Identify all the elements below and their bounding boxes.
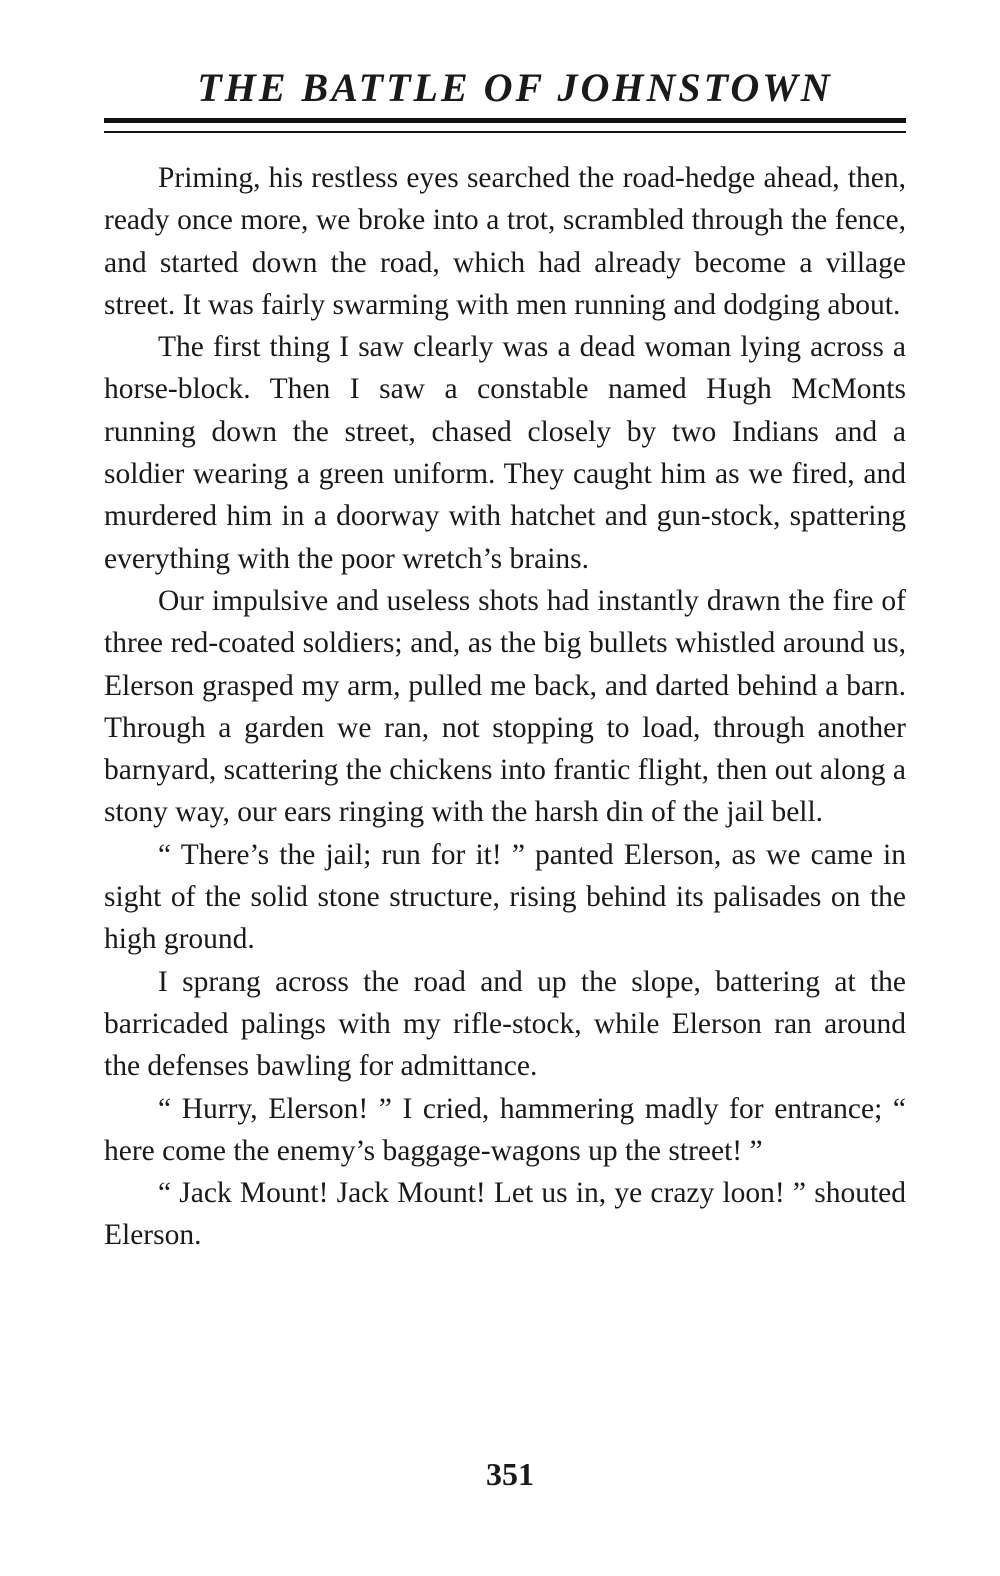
running-head: THE BATTLE OF JOHNSTOWN xyxy=(197,65,833,110)
book-page xyxy=(104,62,906,1257)
paragraph: Priming, his restless eyes searched the road-hedge ahead, then, ready once more, we broke into a trot, scrambled through the fence, and started down the road, which had already become a village street. It was fairly swarming with men running and dodging about. xyxy=(104,162,906,321)
paragraph: I sprang across the road and up the slope, battering at the barricaded palings with my rifle-stock, while Elerson ran around the defenses bawling for admittance. xyxy=(104,965,906,1083)
paragraph: “ Jack Mount! Jack Mount! Let us in, ye crazy loon! ” shouted Elerson. xyxy=(104,1177,906,1252)
paragraph: “ There’s the jail; run for it! ” panted Elerson, as we came in sight of the solid stone structure, rising behind its palisades on the high ground. xyxy=(104,838,906,956)
header-rule xyxy=(104,118,906,133)
paragraph: “ Hurry, Elerson! ” I cried, hammering madly for entrance; “ here come the enemy’s baggage-wagons up the street! ” xyxy=(104,1092,906,1167)
page-number: 351 xyxy=(486,1456,534,1492)
body-text xyxy=(104,157,906,1257)
paragraph: The first thing I saw clearly was a dead woman lying across a horse-block. Then I saw a constable named Hugh McMonts running down the street, chased closely by two Indians and a soldier wearing a green uniform. They caught him as we fired, and murdered him in a doorway with hatchet and gun-stock, spattering everything with the poor wretch’s brains. xyxy=(104,331,906,575)
paragraph: Our impulsive and useless shots had instantly drawn the fire of three red-coated soldiers; and, as the big bullets whistled around us, Elerson grasped my arm, pulled me back, and darted behind a barn. Through a garden we ran, not stopping to load, through another barnyard, scattering the chickens into frantic flight, then out along a stony way, our ears ringing with the harsh din of the jail bell. xyxy=(104,584,906,829)
